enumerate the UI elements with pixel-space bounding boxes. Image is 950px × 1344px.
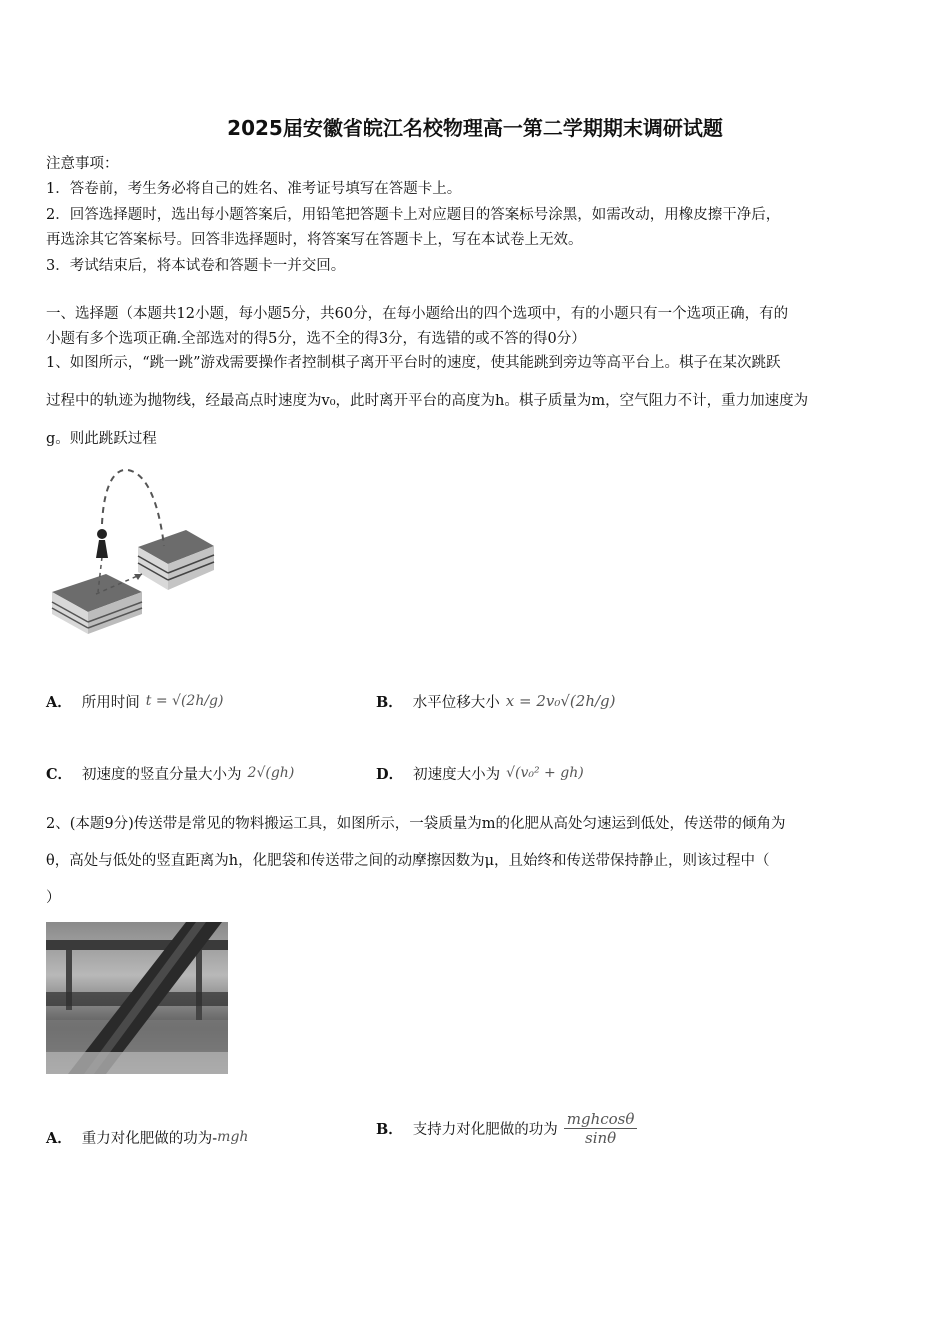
question-2-text: θ，高处与低处的竖直距离为h，化肥袋和传送带之间的动摩擦因数为μ，且始终和传送带保持静止，则该过程中（ bbox=[46, 853, 770, 869]
question-1-option-a[interactable] bbox=[46, 676, 223, 726]
option-fraction bbox=[564, 1110, 638, 1147]
option-label: A． bbox=[46, 1129, 72, 1147]
option-text: 初速度的竖直分量大小为 bbox=[82, 766, 242, 783]
question-2-option-b[interactable] bbox=[376, 1100, 637, 1156]
option-text: 支持力对化肥做的功为 bbox=[412, 1121, 558, 1138]
notice-heading: 注意事项： bbox=[46, 156, 119, 172]
option-label: B． bbox=[376, 1120, 403, 1138]
question-1-text: 1、如图所示，“跳一跳”游戏需要操作者控制棋子离开平台时的速度，使其能跳到旁边等高平台上。棋子在某次跳跃 bbox=[46, 355, 781, 371]
option-text: 初速度大小为 bbox=[413, 766, 501, 783]
notice-item: 再选涂其它答案标号。回答非选择题时，将答案写在答题卡上，写在本试卷上无效。 bbox=[46, 232, 583, 248]
fraction-numerator: mghcosθ bbox=[564, 1110, 638, 1129]
option-text: 水平位移大小 bbox=[412, 694, 500, 711]
fraction-denominator: sinθ bbox=[585, 1128, 617, 1147]
page-title: 2025届安徽省皖江名校物理高一第二学期期末调研试题 bbox=[227, 116, 723, 140]
question-2-text: ） bbox=[46, 890, 61, 906]
conveyor-belt-photo bbox=[46, 922, 228, 1074]
section-instructions: 小题有多个选项正确.全部选对的得5分，选不全的得3分，有选错的或不答的得0分） bbox=[46, 331, 586, 347]
option-text: 所用时间 bbox=[81, 694, 140, 711]
option-label: C． bbox=[46, 765, 73, 783]
question-1-option-c[interactable] bbox=[46, 756, 294, 790]
question-1-option-d[interactable] bbox=[376, 756, 584, 790]
notice-item: 3．考试结束后，将本试卷和答题卡一并交回。 bbox=[46, 258, 346, 274]
question-2-text: 2、(本题9分)传送带是常见的物料搬运工具，如图所示，一袋质量为m的化肥从高处匀速运到低处，传送带的倾角为 bbox=[46, 816, 786, 832]
section-instructions: 一、选择题（本题共12小题，每小题5分，共60分，在每小题给出的四个选项中，有的小题只有一个选项正确，有的 bbox=[46, 306, 789, 322]
option-formula: √(v₀² + gh) bbox=[506, 765, 584, 781]
question-1-text: g。则此跳跃过程 bbox=[46, 431, 157, 447]
notice-item: 1．答卷前，考生务必将自己的姓名、准考证号填写在答题卡上。 bbox=[46, 181, 462, 197]
jump-game-figure bbox=[46, 462, 218, 640]
option-label: A． bbox=[46, 693, 72, 711]
option-formula: 2√(gh) bbox=[247, 765, 295, 781]
notice-item: 2．回答选择题时，选出每小题答案后，用铅笔把答题卡上对应题目的答案标号涂黑，如需改动，用橡皮擦干净后， bbox=[46, 207, 781, 223]
question-2-option-a[interactable] bbox=[46, 1124, 248, 1150]
option-formula: mgh bbox=[217, 1129, 249, 1145]
option-text: 重力对化肥做的功为- bbox=[81, 1130, 218, 1147]
option-formula: t = √(2h/g) bbox=[145, 693, 224, 709]
option-formula: x = 2v₀√(2h/g) bbox=[505, 692, 616, 710]
question-1-option-b[interactable] bbox=[376, 672, 615, 730]
option-label: D． bbox=[376, 765, 404, 783]
question-1-text: 过程中的轨迹为抛物线，经最高点时速度为v₀，此时离开平台的高度为h。棋子质量为m，空气阻力不计，重力加速度为 bbox=[46, 393, 809, 409]
option-label: B． bbox=[376, 693, 403, 711]
